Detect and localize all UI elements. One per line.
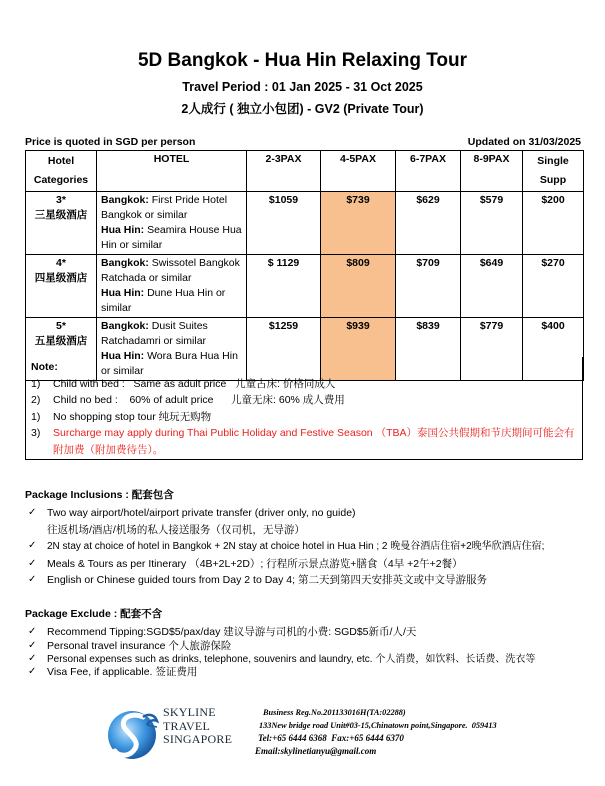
check-icon: ✓ [28,557,37,569]
dragon-logo-icon [105,703,163,763]
note-number: 1) [31,410,41,423]
huahin-label: Hua Hin: [101,350,145,362]
price-2-3pax: $ 1129 [247,255,321,318]
inclusion-text: 2N stay at choice of hotel in Bangkok + 2N stay at choice hotel in Hua Hin ; 2 晚曼谷酒店住宿+2晚华欣酒店住宿; [47,541,545,552]
exclusion-item [25,666,590,679]
company-address: 133New bridge road Unit#03-15,Chinatown point,Singapore. 059413 [259,720,497,730]
inclusion-text: English or Chinese guided tours from Day 2 to Day 4; 第二天到第四天安排英文或中文导游服务 [47,574,487,586]
note-text-surcharge: Surcharge may apply during Thai Public Holiday and Festive Season （TBA）泰国公共假期和节庆期间可能会有附加费（附加费待告）。 [53,427,575,456]
inclusions-title: Package Inclusions : 配套包含 [25,489,174,501]
note-text: No shopping stop tour 纯玩无购物 [53,410,212,423]
bangkok-hotel: First Pride Hotel Bangkok or similar [101,194,228,221]
logo-text [163,706,232,747]
company-email: Email:skylinetianyu@gmail.com [255,745,377,756]
bangkok-hotel: Swissotel Bangkok Ratchada or similar [101,257,240,284]
note-text: Child no bed : 60% of adult price 儿童无床: 60% 成人费用 [53,394,345,406]
company-logo [105,703,240,763]
price-single-supp: $400 [523,318,584,381]
logo-line: SINGAPORE [163,732,233,746]
column-header: HOTEL [97,151,247,192]
huahin-hotel: Dune Hua Hin or similar [101,287,226,314]
check-icon: ✓ [28,652,37,664]
note-item [31,392,577,409]
inclusion-text: 往返机场/酒店/机场的私人接送服务（仅司机，无导游） [47,523,305,536]
hotel-cell [97,255,247,318]
exclusion-item [25,624,590,640]
tour-type: 2人成行 ( 独立小包团) - GV2 (Private Tour) [181,102,424,116]
inclusion-item [25,572,590,589]
notes-box [25,357,583,460]
table-header-row [26,151,584,192]
exclusion-item [25,653,590,667]
check-icon: ✓ [28,626,37,637]
notes-heading: Note: [31,361,58,373]
tel-fax: Tel:+65 6444 6368 Fax:+65 6444 6370 [258,733,404,743]
column-header: 8-9PAX [461,151,523,192]
exclusion-text: Visa Fee, if applicable. 签证费用 [47,666,198,678]
column-header: Single Supp [523,151,584,192]
price-4-5pax: $809 [321,255,396,318]
column-header: 6-7PAX [396,151,461,192]
business-reg: Business Reg.No.201133016H(TA:02288) [263,708,406,717]
column-header: 2-3PAX [247,151,321,192]
note-number: 1) [31,377,41,390]
price-single-supp: $270 [523,255,584,318]
logo-line: SKYLINE [163,705,216,719]
check-icon: ✓ [28,574,37,585]
exclusion-text: Personal expenses such as drinks, telephone, souvenirs and laundry, etc. 个人消费，如饮料、长话费、洗衣等 [47,653,536,665]
note-item-surcharge [31,425,577,458]
inclusion-item [25,556,590,573]
price-8-9pax: $579 [461,192,523,255]
star-rating: 4* [56,257,66,269]
inclusion-text: Two way airport/hotel/airport private transfer (driver only, no guide) [47,507,356,519]
price-single-supp: $200 [523,192,584,255]
table-row [26,255,584,318]
huahin-label: Hua Hin: [101,224,145,236]
category-cn: 四星级酒店 [34,272,88,284]
bangkok-label: Bangkok: [101,320,149,332]
exclusion-item [25,640,590,653]
hotel-cell [97,192,247,255]
price-2-3pax: $1259 [247,318,321,381]
star-rating: 5* [56,320,66,332]
huahin-label: Hua Hin: [101,287,145,299]
price-4-5pax: $739 [321,192,396,255]
quote-note: Price is quoted in SGD per person [25,136,196,148]
price-6-7pax: $839 [396,318,461,381]
category-cn: 三星级酒店 [34,209,88,221]
company-info [255,707,497,757]
travel-period: Travel Period : 01 Jan 2025 - 31 Oct 2025 [182,80,423,94]
check-icon: ✓ [28,640,37,651]
package-inclusions [25,487,590,589]
category-cn: 五星级酒店 [34,335,88,347]
huahin-hotel: Wora Bura Hua Hin or similar [101,350,238,377]
price-2-3pax: $1059 [247,192,321,255]
bangkok-label: Bangkok: [101,257,149,269]
exclusion-text: Personal travel insurance 个人旅游保险 [47,640,232,652]
hotel-category [26,255,97,318]
note-text: Child with bed : Same as adult price 儿童占床: 价格同成人 [53,377,336,390]
column-header: Hotel Categories [26,151,97,192]
inclusion-item-cn [25,522,590,539]
check-icon: ✓ [28,540,37,551]
star-rating: 3* [56,194,66,206]
check-icon: ✓ [28,507,37,518]
inclusion-item [25,505,590,522]
note-item [31,409,577,426]
price-6-7pax: $629 [396,192,461,255]
price-8-9pax: $779 [461,318,523,381]
inclusion-text: Meals & Tours as per Itinerary （4B+2L+2D）; 行程所示景点游览+膳食（4早 +2午+2餐） [47,557,463,570]
check-icon: ✓ [28,666,37,677]
inclusion-item [25,538,590,556]
price-8-9pax: $649 [461,255,523,318]
tour-title: 5D Bangkok - Hua Hin Relaxing Tour [137,50,468,71]
updated-date: Updated on 31/03/2025 [467,136,581,148]
logo-line: TRAVEL [163,718,210,733]
note-number: 3) [31,427,41,439]
column-header: 4-5PAX [321,151,396,192]
bangkok-label: Bangkok: [101,194,149,206]
table-row [26,192,584,255]
huahin-hotel: Seamira House Hua Hin or similar [101,224,242,251]
price-4-5pax: $939 [321,318,396,381]
note-item [31,376,577,393]
price-table [25,150,584,381]
package-exclusions [25,606,590,679]
note-number: 2) [31,394,41,406]
price-6-7pax: $709 [396,255,461,318]
exclusion-text: Recommend Tipping:SGD$5/pax/day 建议导游与司机的小费: SGD$5新币/人/天 [47,626,417,638]
bangkok-hotel: Dusit Suites Ratchadamri or similar [101,320,208,347]
exclusions-title: Package Exclude : 配套不含 [25,608,163,620]
hotel-category [26,192,97,255]
